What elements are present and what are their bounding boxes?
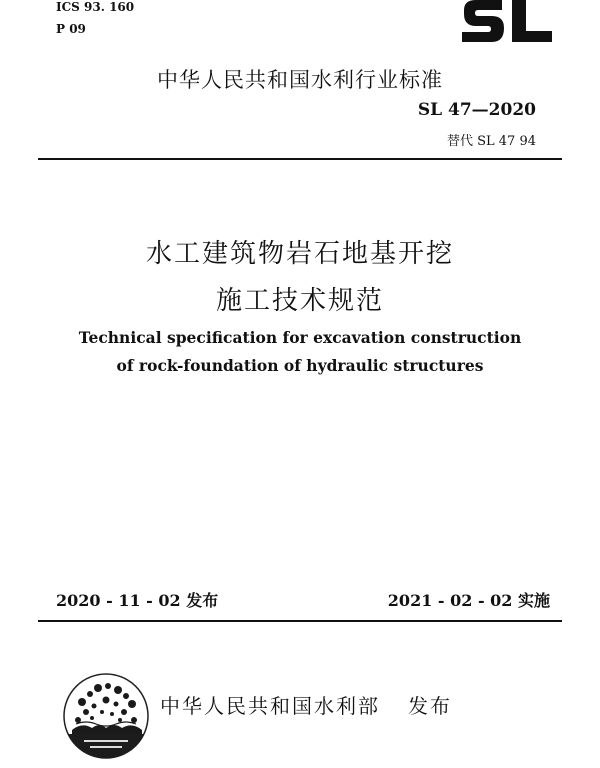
top-divider: [38, 158, 562, 160]
ics-code: ICS 93. 160: [56, 0, 135, 14]
publish-label: 发布: [408, 694, 452, 718]
english-title-line-1: Technical specification for excavation construction: [78, 328, 522, 347]
sl-logo-icon: [460, 0, 554, 44]
issue-date: 2020 - 11 - 02 发布: [56, 591, 219, 610]
replaces-standard: 替代 SL 47 94: [446, 134, 536, 149]
publisher-name: 中华人民共和国水利部: [160, 694, 380, 718]
ministry-seal-icon: [62, 672, 150, 760]
chinese-title-line-1: 水工建筑物岩石地基开挖: [145, 239, 454, 269]
standard-number: SL 47—2020: [417, 100, 536, 120]
chinese-title-line-2: 施工技术规范: [215, 286, 384, 316]
implementation-date: 2021 - 02 - 02 实施: [387, 591, 550, 610]
english-title-line-2: of rock-foundation of hydraulic structures: [116, 356, 484, 375]
bottom-divider: [38, 620, 562, 622]
ministry-standard-line: 中华人民共和国水利行业标准: [157, 68, 443, 92]
classification-code: P 09: [56, 22, 86, 36]
